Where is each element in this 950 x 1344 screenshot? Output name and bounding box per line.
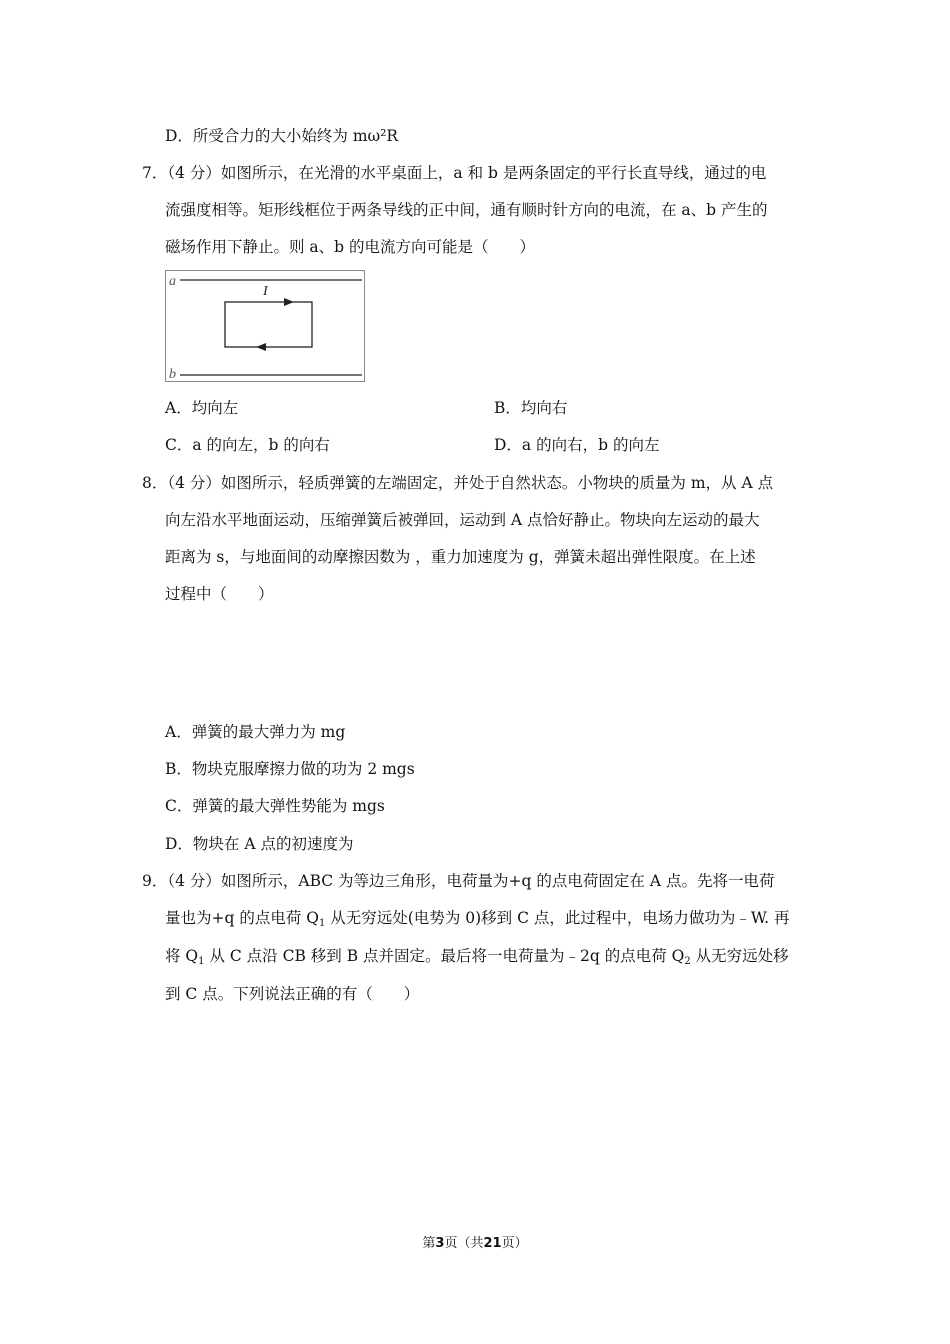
footer-prefix: 第 <box>422 1236 436 1251</box>
q9-line3-part-b: 从 C 点沿 CB 移到 B 点并固定。最后将一电荷量为﹣2q 的点电荷 Q <box>204 947 685 965</box>
footer-total-pages: 21 <box>483 1236 502 1251</box>
q8-text-line-4: 过程中（ ） <box>165 585 274 603</box>
q7-text-line-1: 7．（4 分）如图所示，在光滑的水平桌面上，a 和 b 是两条固定的平行长直导线，通过的电 <box>142 164 767 182</box>
q8-option-b: B．物块克服摩擦力做的功为 2 mgs <box>165 760 415 778</box>
q7-option-b: B．均向右 <box>494 399 568 417</box>
q9-line2-part-a: 量也为+q 的点电荷 Q <box>165 909 319 927</box>
q9-text-line-1: 9．（4 分）如图所示，ABC 为等边三角形，电荷量为+q 的点电荷固定在 A 点。先将一电荷 <box>142 872 775 890</box>
arrow-right-icon <box>284 298 294 306</box>
label-b: b <box>169 367 176 381</box>
q9-text-line-2 <box>165 908 789 928</box>
q7-option-d: D．a 的向右，b 的向左 <box>494 436 660 454</box>
q8-text-line-3: 距离为 s，与地面间的动摩擦因数为 ，重力加速度为 g，弹簧未超出弹性限度。在上述 <box>165 548 756 566</box>
footer-page-number: 3 <box>435 1236 445 1251</box>
q9-line3-sub-2: 2 <box>684 956 691 967</box>
footer-middle: 页（共 <box>444 1236 484 1251</box>
q9-line2-part-b: 从无穷远处(电势为 0)移到 C 点，此过程中，电场力做功为﹣W. 再 <box>325 909 790 927</box>
q9-line3-sub-1: 1 <box>198 956 205 967</box>
q8-option-a: A．弹簧的最大弹力为 mg <box>165 723 346 741</box>
q8-text-line-1: 8．（4 分）如图所示，轻质弹簧的左端固定，并处于自然状态。小物块的质量为 m，从 A 点 <box>142 474 774 492</box>
q7-figure <box>165 270 365 382</box>
label-current: I <box>263 284 268 299</box>
q8-option-c: C．弹簧的最大弹性势能为 mgs <box>165 797 385 815</box>
q9-line3-part-c: 从无穷远处移 <box>690 947 789 965</box>
label-a: a <box>169 274 176 289</box>
q9-text-line-3 <box>165 946 789 966</box>
q9-line3-part-a: 将 Q <box>165 947 199 965</box>
q6-option-d: D．所受合力的大小始终为 mω²R <box>165 127 399 145</box>
q9-line2-sub: 1 <box>318 918 326 929</box>
q7-text-line-3: 磁场作用下静止。则 a、b 的电流方向可能是（ ） <box>165 238 536 256</box>
q8-text-line-2: 向左沿水平地面运动，压缩弹簧后被弹回，运动到 A 点恰好静止。物块向左运动的最大 <box>165 511 760 529</box>
q8-option-d: D．物块在 A 点的初速度为 <box>165 835 354 853</box>
q7-option-a: A．均向左 <box>165 399 239 417</box>
footer-suffix: 页） <box>501 1236 528 1251</box>
q7-figure-svg <box>166 271 364 381</box>
arrow-left-icon <box>256 343 266 351</box>
rectangular-loop <box>225 302 312 347</box>
page-footer <box>0 1232 950 1251</box>
q7-text-line-2: 流强度相等。矩形线框位于两条导线的正中间，通有顺时针方向的电流，在 a、b 产生的 <box>165 201 768 219</box>
q9-text-line-4: 到 C 点。下列说法正确的有（ ） <box>165 985 420 1003</box>
q7-option-c: C．a 的向左，b 的向右 <box>165 436 330 454</box>
